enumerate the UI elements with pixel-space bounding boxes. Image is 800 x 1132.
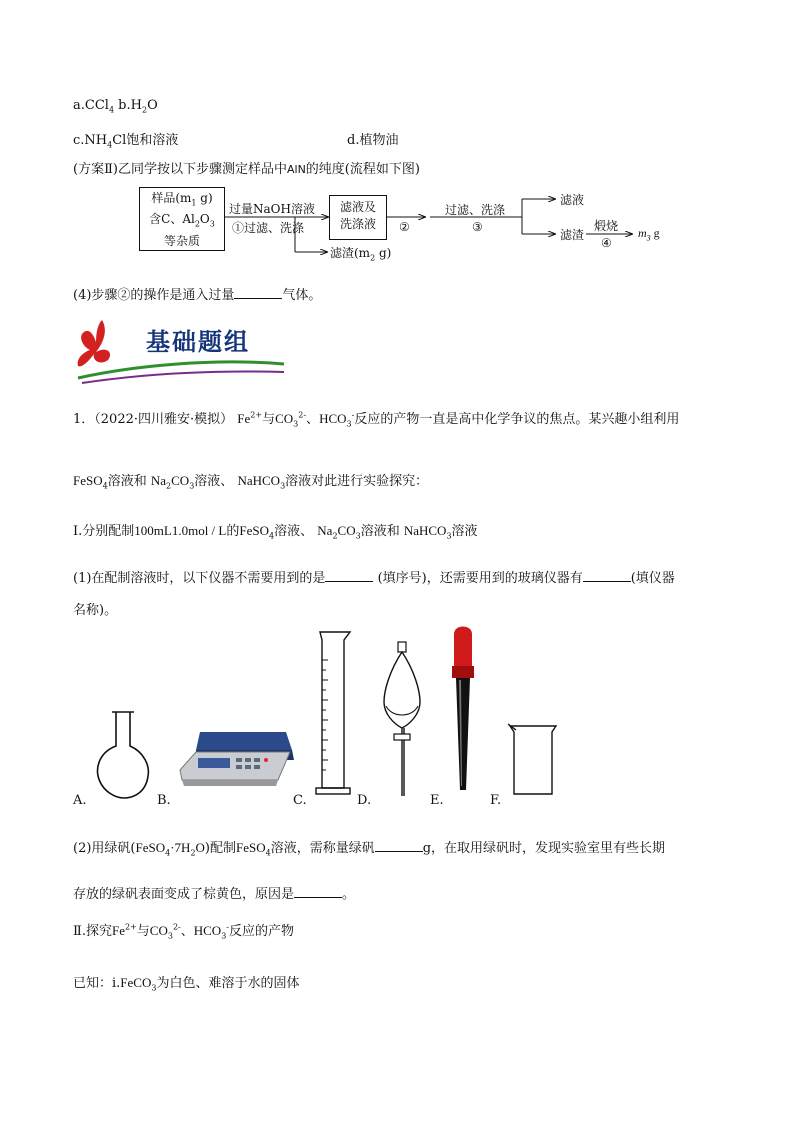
option-b: b.H <box>118 98 142 113</box>
question-2-line2 <box>73 883 355 902</box>
p2-sol-sep: 溶液、 <box>194 474 234 489</box>
flow-residue1-tail: g) <box>375 246 392 260</box>
flow-sample-line2-sub2: 3 <box>209 219 215 229</box>
flow-step2: ② <box>399 220 410 234</box>
known-info <box>73 972 299 993</box>
flow-residue2: 滤渣 <box>560 228 585 242</box>
flow-arrow1-top: 过量NaOH溶液 <box>229 202 315 216</box>
q2-formula-b: O <box>195 840 205 855</box>
round-flask-icon <box>98 712 149 798</box>
q2-feso4: FeSO <box>236 840 266 855</box>
option-a: a.CCl <box>73 98 109 113</box>
separatory-funnel-icon <box>384 642 420 796</box>
banner-title: 基础题组 <box>146 328 250 356</box>
banner-swoosh-green <box>78 362 284 378</box>
option-d: d.植物油 <box>347 133 399 148</box>
question-4 <box>73 284 321 303</box>
flow-arrow3-top: 过滤、洗涤 <box>445 203 506 217</box>
q3-hco3-sub: 3 <box>221 931 227 941</box>
q2-blank1 <box>375 840 423 852</box>
problem-1-line3 <box>73 520 478 541</box>
p1-yu: 与 <box>262 412 276 427</box>
q2-feso4-sub: 4 <box>265 848 271 858</box>
p2-na2co3-a: Na <box>150 473 167 488</box>
flow-residue1 <box>330 244 391 262</box>
p3-sol-sep: 溶液、 <box>274 524 314 539</box>
p1-co3: CO <box>275 411 294 426</box>
p1-co3-sub: 3 <box>293 419 299 429</box>
problem-1-line1 <box>73 408 679 429</box>
q4-blank <box>234 287 282 299</box>
p2-tail: 溶液对此进行实验探究： <box>285 474 429 489</box>
flow-arrow4-top: 煅烧 <box>594 219 619 233</box>
q3-label: Ⅱ.探究 <box>73 924 112 939</box>
label-e: E. <box>430 793 444 808</box>
flow-filtrate: 滤液 <box>560 193 585 207</box>
p1-sep: 、 <box>306 412 320 427</box>
q3-fe: Fe <box>111 923 125 938</box>
flow-box2-line1: 滤液及 <box>339 200 376 214</box>
q3-co3: CO <box>149 923 168 938</box>
p1-fe: Fe <box>237 411 251 426</box>
beaker-icon <box>508 724 556 794</box>
q3-hco3: HCO <box>193 923 222 938</box>
p2-nahco3: NaHCO <box>237 473 281 488</box>
flow-step3: ③ <box>472 220 483 234</box>
p3-na2co3-a: Na <box>317 523 333 538</box>
p1-num: 1． <box>73 412 95 427</box>
flow-sample-line3: 等杂质 <box>163 233 200 248</box>
q1-text3: (填仪器 <box>630 571 675 586</box>
q3-fe-sup: 2+ <box>124 922 137 932</box>
flow-step4: ④ <box>601 236 612 250</box>
option-c-text: c.NH <box>73 133 108 148</box>
p1-hco3: HCO <box>319 411 347 426</box>
p2-na2co3-b: CO <box>171 473 190 488</box>
q3-sep: 、 <box>180 924 194 939</box>
flow-arrow1-bottom: ①过滤、洗涤 <box>232 221 305 235</box>
label-b: B. <box>157 793 171 808</box>
option-b-tail: O <box>147 98 158 113</box>
q2-formula-a: FeSO <box>135 840 166 855</box>
p3-nahco3-sub: 3 <box>446 531 452 541</box>
problem-1-line2 <box>73 470 428 491</box>
option-a-sub: 4 <box>108 105 115 115</box>
known-feco3: FeCO <box>120 975 152 990</box>
p1-source: （2022·四川雅安·模拟） <box>94 412 234 427</box>
flow-filtrate-box <box>329 195 387 240</box>
p3-na2co3-sub1: 2 <box>332 531 338 541</box>
p2-feso4: FeSO <box>73 473 103 488</box>
p3-label: Ⅰ.分别配制 <box>73 524 135 539</box>
question-2-line1 <box>73 837 665 858</box>
dropper-icon <box>452 627 474 791</box>
question-1-line2: 名称)。 <box>73 603 118 618</box>
p1-text: 反应的产物一直是高中化学争议的焦点。某兴趣小组利用 <box>354 412 680 427</box>
known-label: 已知：ⅰ. <box>73 976 121 991</box>
plan2-tail: 的纯度(流程如下图) <box>305 162 420 177</box>
p3-nahco3: NaHCO <box>403 523 447 538</box>
q3-tail: 反应的产物 <box>229 924 295 939</box>
graduated-cylinder-icon <box>316 632 350 794</box>
label-f: F. <box>490 793 502 808</box>
q4-text1: (4)步骤②的操作是通入过量 <box>73 288 235 303</box>
plan2-intro-text: (方案Ⅱ)乙同学按以下步骤测定样品中 <box>73 162 287 177</box>
p1-co3-sup: 2- <box>298 410 307 420</box>
label-d: D. <box>357 793 372 808</box>
flow-result <box>638 226 660 242</box>
p1-fe-sup: 2+ <box>250 410 263 420</box>
label-a: A. <box>73 793 87 808</box>
q2-formula-dot: ·7H <box>170 840 191 855</box>
q2-text5: 存放的绿矾表面变成了棕黄色，原因是 <box>73 887 295 902</box>
flow-sample-line2-sub1: 2 <box>194 219 200 229</box>
flow-sample-line1-text: 样品(m <box>151 191 192 205</box>
electronic-balance-icon <box>180 732 294 786</box>
q1-blank2 <box>583 570 631 582</box>
q3-hco3-sup: - <box>226 922 229 932</box>
q1-text2: (填序号)，还需要用到的玻璃仪器有 <box>377 571 583 586</box>
q1-text1: (1)在配制溶液时，以下仪器不需要用到的是 <box>73 571 326 586</box>
option-b-sub: 2 <box>141 105 148 115</box>
p2-na2co3-sub1: 2 <box>166 481 172 491</box>
q2-text6: 。 <box>342 887 356 902</box>
flow-result-text: m <box>638 226 647 240</box>
flow-result-sub: 3 <box>646 233 651 243</box>
p3-na2co3-b: CO <box>337 523 356 538</box>
flow-sample-line2-text: 含C、Al <box>149 212 195 227</box>
p3-de: 的 <box>226 524 240 539</box>
apparatus-figure <box>0 620 800 800</box>
p3-and: 溶液和 <box>360 524 400 539</box>
section-2 <box>73 920 294 941</box>
flow-arrows <box>0 0 800 300</box>
q1-blank1 <box>325 570 373 582</box>
q2-formula-sub2: 2 <box>190 848 196 858</box>
q2-text2: )配制 <box>204 841 236 856</box>
known-feco3-sub: 3 <box>151 983 157 993</box>
q2-text1: (2)用绿矾( <box>73 841 136 856</box>
p2-na2co3-sub2: 3 <box>189 481 195 491</box>
q2-text3: 溶液，需称量绿矾 <box>270 841 375 856</box>
butterfly-icon <box>78 320 110 366</box>
q2-text4: g，在取用绿矾时，发现实验室里有些长期 <box>422 841 666 856</box>
p1-hco3-sub: 3 <box>346 419 352 429</box>
flow-residue1-text: 滤渣(m <box>330 246 371 260</box>
option-c-sub: 4 <box>107 140 113 150</box>
plan2-formula: AlN <box>286 163 306 176</box>
q4-text2: 气体。 <box>282 288 322 303</box>
p2-nahco3-sub: 3 <box>280 481 286 491</box>
p3-feso4: FeSO <box>239 523 270 538</box>
flow-sample-line2-mid: O <box>199 212 210 227</box>
flow-result-tail: g <box>650 226 660 240</box>
banner-swoosh-purple <box>82 371 284 383</box>
q3-yu: 与 <box>136 924 150 939</box>
label-c: C. <box>293 793 307 808</box>
p1-hco3-sup: - <box>351 410 355 420</box>
flow-box2-line2: 洗涤液 <box>339 217 376 231</box>
flow-sample-line1-sub: 1 <box>191 198 197 208</box>
question-1-line1 <box>73 567 675 586</box>
p3-na2co3-sub2: 3 <box>355 531 361 541</box>
p3-tail: 溶液 <box>451 524 478 539</box>
option-c-tail: Cl饱和溶液 <box>112 133 179 148</box>
q3-co3-sup: 2- <box>172 922 181 932</box>
q2-blank2 <box>294 886 342 898</box>
flow-sample-line1-tail: g) <box>196 191 213 205</box>
p2-and: 溶液和 <box>107 474 147 489</box>
q2-formula-sub: 4 <box>165 848 171 858</box>
p3-feso4-sub: 4 <box>269 531 275 541</box>
flow-residue1-sub: 2 <box>370 253 376 263</box>
q3-co3-sub: 3 <box>167 931 173 941</box>
p3-conc: 100mL1.0mol / L <box>134 523 227 538</box>
p2-feso4-sub: 4 <box>102 481 108 491</box>
known-tail: 为白色、难溶于水的固体 <box>156 976 300 991</box>
